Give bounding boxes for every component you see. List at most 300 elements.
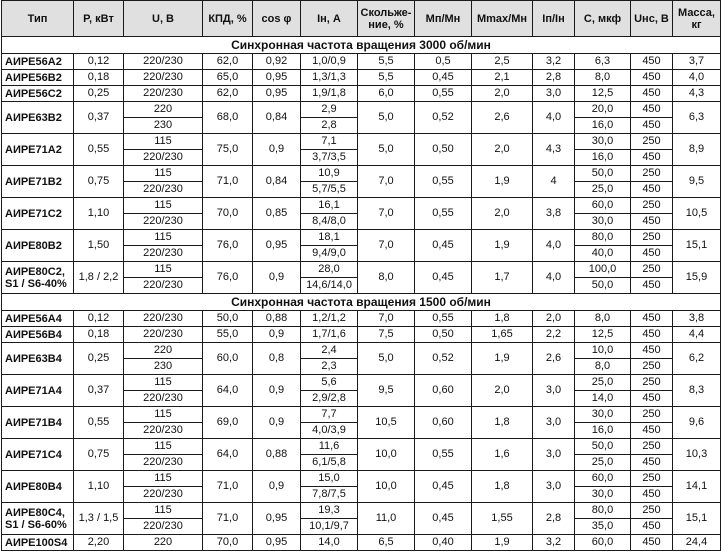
slip-cell: 10,0 xyxy=(358,471,415,503)
current-cell: 10,1/9,7 xyxy=(301,519,358,535)
current-cell: 8,4/8,0 xyxy=(301,214,358,230)
power-cell: 0,55 xyxy=(74,407,124,439)
start-torque-cell: 0,55 xyxy=(415,86,472,102)
max-torque-cell: 1,6 xyxy=(472,439,533,471)
efficiency-cell: 68,0 xyxy=(203,102,253,134)
table-row xyxy=(2,327,721,343)
current-cell: 9,4/9,0 xyxy=(301,246,358,262)
voltage-cell: 115 xyxy=(124,262,203,278)
column-header: P, кВт xyxy=(74,1,124,37)
mass-cell: 6,3 xyxy=(673,102,721,134)
capacitance-cell: 50,0 xyxy=(575,166,631,182)
mass-cell: 24,4 xyxy=(673,535,721,551)
voltage-cell: 230 xyxy=(124,359,203,375)
start-torque-cell: 0,55 xyxy=(415,311,472,327)
table-row xyxy=(2,134,721,150)
efficiency-cell: 64,0 xyxy=(203,375,253,407)
current-cell: 3,7/3,5 xyxy=(301,150,358,166)
start-current-ratio-cell: 4,0 xyxy=(533,230,575,262)
current-cell: 1,3/1,3 xyxy=(301,70,358,86)
motor-type: АИРЕ63В4 xyxy=(2,343,74,375)
current-cell: 7,7 xyxy=(301,407,358,423)
current-cell: 7,1 xyxy=(301,134,358,150)
efficiency-cell: 75,0 xyxy=(203,134,253,166)
capacitor-voltage-cell: 450 xyxy=(631,118,673,134)
current-cell: 2,8 xyxy=(301,118,358,134)
voltage-cell: 220/230 xyxy=(124,182,203,198)
slip-cell: 9,5 xyxy=(358,375,415,407)
cos-phi-cell: 0,92 xyxy=(253,54,301,70)
table-row xyxy=(2,375,721,391)
slip-cell: 8,0 xyxy=(358,262,415,294)
capacitor-voltage-cell: 250 xyxy=(631,375,673,391)
voltage-cell: 220/230 xyxy=(124,519,203,535)
capacitor-voltage-cell: 250 xyxy=(631,198,673,214)
power-cell: 1,10 xyxy=(74,198,124,230)
start-current-ratio-cell: 3,0 xyxy=(533,375,575,407)
max-torque-cell: 2,6 xyxy=(472,102,533,134)
capacitance-cell: 25,0 xyxy=(575,375,631,391)
start-current-ratio-cell: 4,0 xyxy=(533,262,575,294)
capacitor-voltage-cell: 250 xyxy=(631,359,673,375)
column-header: cos φ xyxy=(253,1,301,37)
voltage-cell: 115 xyxy=(124,134,203,150)
max-torque-cell: 1,9 xyxy=(472,230,533,262)
cos-phi-cell: 0,95 xyxy=(253,86,301,102)
capacitor-voltage-cell: 450 xyxy=(631,311,673,327)
start-current-ratio-cell: 2,2 xyxy=(533,327,575,343)
cos-phi-cell: 0,85 xyxy=(253,198,301,230)
capacitor-voltage-cell: 250 xyxy=(631,262,673,278)
table-row xyxy=(2,407,721,423)
start-torque-cell: 0,55 xyxy=(415,198,472,230)
slip-cell: 7,0 xyxy=(358,166,415,198)
section-row xyxy=(2,294,721,311)
slip-cell: 10,0 xyxy=(358,439,415,471)
current-cell: 11,6 xyxy=(301,439,358,455)
power-cell: 0,75 xyxy=(74,166,124,198)
table-row xyxy=(2,230,721,246)
current-cell: 6,1/5,8 xyxy=(301,455,358,471)
capacitance-cell: 30,0 xyxy=(575,487,631,503)
capacitance-cell: 25,0 xyxy=(575,182,631,198)
start-current-ratio-cell: 4,3 xyxy=(533,134,575,166)
start-torque-cell: 0,52 xyxy=(415,102,472,134)
column-header: Тип xyxy=(2,1,74,37)
slip-cell: 5,0 xyxy=(358,343,415,375)
mass-cell: 14,1 xyxy=(673,471,721,503)
slip-cell: 11,0 xyxy=(358,503,415,535)
start-current-ratio-cell: 3,0 xyxy=(533,86,575,102)
voltage-cell: 220/230 xyxy=(124,214,203,230)
current-cell: 7,8/7,5 xyxy=(301,487,358,503)
capacitance-cell: 25,0 xyxy=(575,455,631,471)
motor-spec-table xyxy=(1,0,721,551)
table-row xyxy=(2,439,721,455)
capacitance-cell: 16,0 xyxy=(575,423,631,439)
efficiency-cell: 71,0 xyxy=(203,166,253,198)
capacitance-cell: 35,0 xyxy=(575,519,631,535)
start-torque-cell: 0,50 xyxy=(415,134,472,166)
capacitance-cell: 100,0 xyxy=(575,262,631,278)
start-current-ratio-cell: 2,6 xyxy=(533,343,575,375)
max-torque-cell: 2,0 xyxy=(472,86,533,102)
current-cell: 1,9/1,8 xyxy=(301,86,358,102)
motor-type: АИРЕ56А2 xyxy=(2,54,74,70)
power-cell: 0,25 xyxy=(74,343,124,375)
start-torque-cell: 0,55 xyxy=(415,166,472,198)
mass-cell: 8,9 xyxy=(673,134,721,166)
mass-cell: 15,1 xyxy=(673,503,721,535)
mass-cell: 4,3 xyxy=(673,86,721,102)
voltage-cell: 115 xyxy=(124,503,203,519)
column-header: Мп/Мн xyxy=(415,1,472,37)
start-current-ratio-cell: 3,2 xyxy=(533,535,575,551)
section-title: Синхронная частота вращения 1500 об/мин xyxy=(2,294,721,311)
efficiency-cell: 60,0 xyxy=(203,343,253,375)
start-torque-cell: 0,40 xyxy=(415,535,472,551)
current-cell: 14,0 xyxy=(301,535,358,551)
motor-type: АИРЕ56С2 xyxy=(2,86,74,102)
capacitance-cell: 10,0 xyxy=(575,343,631,359)
voltage-cell: 115 xyxy=(124,439,203,455)
start-current-ratio-cell: 3,0 xyxy=(533,407,575,439)
table-row xyxy=(2,535,721,551)
motor-type: АИРЕ71В4 xyxy=(2,407,74,439)
capacitance-cell: 40,0 xyxy=(575,246,631,262)
voltage-cell: 230 xyxy=(124,118,203,134)
mass-cell: 8,3 xyxy=(673,375,721,407)
capacitance-cell: 6,3 xyxy=(575,54,631,70)
cos-phi-cell: 0,9 xyxy=(253,407,301,439)
current-cell: 2,9/2,8 xyxy=(301,391,358,407)
start-current-ratio-cell: 4 xyxy=(533,166,575,198)
efficiency-cell: 70,0 xyxy=(203,198,253,230)
start-torque-cell: 0,50 xyxy=(415,327,472,343)
cos-phi-cell: 0,8 xyxy=(253,343,301,375)
power-cell: 1,8 / 2,2 xyxy=(74,262,124,294)
column-header: КПД, % xyxy=(203,1,253,37)
motor-type: АИРЕ56В4 xyxy=(2,327,74,343)
voltage-cell: 220/230 xyxy=(124,311,203,327)
voltage-cell: 115 xyxy=(124,471,203,487)
capacitance-cell: 60,0 xyxy=(575,198,631,214)
cos-phi-cell: 0,84 xyxy=(253,166,301,198)
cos-phi-cell: 0,9 xyxy=(253,262,301,294)
efficiency-cell: 65,0 xyxy=(203,70,253,86)
current-cell: 1,0/0,9 xyxy=(301,54,358,70)
max-torque-cell: 1,8 xyxy=(472,471,533,503)
cos-phi-cell: 0,9 xyxy=(253,327,301,343)
capacitor-voltage-cell: 450 xyxy=(631,535,673,551)
capacitance-cell: 80,0 xyxy=(575,230,631,246)
capacitor-voltage-cell: 450 xyxy=(631,150,673,166)
capacitance-cell: 30,0 xyxy=(575,214,631,230)
power-cell: 1,50 xyxy=(74,230,124,262)
voltage-cell: 220/230 xyxy=(124,278,203,294)
cos-phi-cell: 0,9 xyxy=(253,375,301,407)
cos-phi-cell: 0,95 xyxy=(253,70,301,86)
current-cell: 2,9 xyxy=(301,102,358,118)
voltage-cell: 115 xyxy=(124,166,203,182)
start-torque-cell: 0,60 xyxy=(415,375,472,407)
capacitance-cell: 50,0 xyxy=(575,278,631,294)
max-torque-cell: 2,0 xyxy=(472,134,533,166)
motor-type: АИРЕ63В2 xyxy=(2,102,74,134)
efficiency-cell: 71,0 xyxy=(203,503,253,535)
voltage-cell: 220/230 xyxy=(124,327,203,343)
capacitance-cell: 60,0 xyxy=(575,471,631,487)
current-cell: 2,3 xyxy=(301,359,358,375)
capacitor-voltage-cell: 250 xyxy=(631,407,673,423)
mass-cell: 10,3 xyxy=(673,439,721,471)
slip-cell: 7,0 xyxy=(358,230,415,262)
power-cell: 2,20 xyxy=(74,535,124,551)
current-cell: 1,7/1,6 xyxy=(301,327,358,343)
voltage-cell: 220/230 xyxy=(124,487,203,503)
slip-cell: 6,0 xyxy=(358,86,415,102)
efficiency-cell: 64,0 xyxy=(203,439,253,471)
capacitor-voltage-cell: 450 xyxy=(631,214,673,230)
capacitor-voltage-cell: 450 xyxy=(631,519,673,535)
power-cell: 0,55 xyxy=(74,134,124,166)
table-body xyxy=(2,37,721,551)
voltage-cell: 220/230 xyxy=(124,86,203,102)
efficiency-cell: 62,0 xyxy=(203,54,253,70)
start-current-ratio-cell: 4,0 xyxy=(533,102,575,134)
mass-cell: 10,5 xyxy=(673,198,721,230)
table-row xyxy=(2,54,721,70)
current-cell: 5,7/5,5 xyxy=(301,182,358,198)
current-cell: 19,3 xyxy=(301,503,358,519)
motor-type: АИРЕ71А4 xyxy=(2,375,74,407)
max-torque-cell: 2,5 xyxy=(472,54,533,70)
section-title: Синхронная частота вращения 3000 об/мин xyxy=(2,37,721,54)
slip-cell: 5,5 xyxy=(358,70,415,86)
table-row xyxy=(2,198,721,214)
column-header: Mmax/Мн xyxy=(472,1,533,37)
capacitor-voltage-cell: 450 xyxy=(631,54,673,70)
voltage-cell: 220/230 xyxy=(124,391,203,407)
start-torque-cell: 0,45 xyxy=(415,70,472,86)
start-current-ratio-cell: 2,8 xyxy=(533,503,575,535)
column-header: Iп/Iн xyxy=(533,1,575,37)
current-cell: 14,6/14,0 xyxy=(301,278,358,294)
voltage-cell: 115 xyxy=(124,407,203,423)
table-row xyxy=(2,70,721,86)
capacitor-voltage-cell: 250 xyxy=(631,439,673,455)
current-cell: 1,2/1,2 xyxy=(301,311,358,327)
motor-type: АИРЕ71А2 xyxy=(2,134,74,166)
voltage-cell: 220/230 xyxy=(124,150,203,166)
slip-cell: 6,5 xyxy=(358,535,415,551)
capacitance-cell: 16,0 xyxy=(575,150,631,166)
capacitance-cell: 12,5 xyxy=(575,327,631,343)
capacitor-voltage-cell: 450 xyxy=(631,182,673,198)
column-header: Скольже-ние, % xyxy=(358,1,415,37)
capacitor-voltage-cell: 450 xyxy=(631,70,673,86)
voltage-cell: 220/230 xyxy=(124,54,203,70)
motor-type: АИРЕ71С2 xyxy=(2,198,74,230)
max-torque-cell: 1,65 xyxy=(472,327,533,343)
column-header: U, В xyxy=(124,1,203,37)
mass-cell: 9,5 xyxy=(673,166,721,198)
slip-cell: 10,5 xyxy=(358,407,415,439)
capacitor-voltage-cell: 450 xyxy=(631,246,673,262)
capacitance-cell: 30,0 xyxy=(575,407,631,423)
header-row xyxy=(2,1,721,37)
max-torque-cell: 1,9 xyxy=(472,166,533,198)
capacitor-voltage-cell: 250 xyxy=(631,503,673,519)
start-current-ratio-cell: 3,8 xyxy=(533,198,575,230)
slip-cell: 7,0 xyxy=(358,198,415,230)
motor-type: АИРЕ80В4 xyxy=(2,471,74,503)
cos-phi-cell: 0,9 xyxy=(253,471,301,503)
table-row xyxy=(2,503,721,519)
power-cell: 0,75 xyxy=(74,439,124,471)
slip-cell: 7,5 xyxy=(358,327,415,343)
max-torque-cell: 2,0 xyxy=(472,198,533,230)
voltage-cell: 115 xyxy=(124,198,203,214)
motor-type: АИРЕ71В2 xyxy=(2,166,74,198)
capacitor-voltage-cell: 450 xyxy=(631,391,673,407)
cos-phi-cell: 0,88 xyxy=(253,439,301,471)
efficiency-cell: 69,0 xyxy=(203,407,253,439)
power-cell: 1,10 xyxy=(74,471,124,503)
table-header xyxy=(2,1,721,37)
capacitor-voltage-cell: 450 xyxy=(631,423,673,439)
capacitor-voltage-cell: 250 xyxy=(631,230,673,246)
voltage-cell: 220/230 xyxy=(124,70,203,86)
column-header: Uнс, В xyxy=(631,1,673,37)
capacitance-cell: 30,0 xyxy=(575,134,631,150)
capacitance-cell: 14,0 xyxy=(575,391,631,407)
mass-cell: 15,9 xyxy=(673,262,721,294)
start-current-ratio-cell: 3,0 xyxy=(533,471,575,503)
voltage-cell: 220/230 xyxy=(124,455,203,471)
start-torque-cell: 0,60 xyxy=(415,407,472,439)
current-cell: 16,1 xyxy=(301,198,358,214)
mass-cell: 3,8 xyxy=(673,311,721,327)
table-row xyxy=(2,311,721,327)
capacitance-cell: 20,0 xyxy=(575,102,631,118)
power-cell: 0,37 xyxy=(74,102,124,134)
cos-phi-cell: 0,84 xyxy=(253,102,301,134)
current-cell: 10,9 xyxy=(301,166,358,182)
capacitance-cell: 16,0 xyxy=(575,118,631,134)
voltage-cell: 220 xyxy=(124,535,203,551)
mass-cell: 3,7 xyxy=(673,54,721,70)
capacitor-voltage-cell: 250 xyxy=(631,166,673,182)
current-cell: 28,0 xyxy=(301,262,358,278)
voltage-cell: 115 xyxy=(124,230,203,246)
capacitor-voltage-cell: 450 xyxy=(631,86,673,102)
slip-cell: 5,0 xyxy=(358,102,415,134)
voltage-cell: 220/230 xyxy=(124,423,203,439)
start-torque-cell: 0,45 xyxy=(415,230,472,262)
start-torque-cell: 0,5 xyxy=(415,54,472,70)
motor-type: АИРЕ71С4 xyxy=(2,439,74,471)
motor-type: АИРЕ80С2, S1 / S6-40% xyxy=(2,262,74,294)
power-cell: 0,37 xyxy=(74,375,124,407)
table-row xyxy=(2,262,721,278)
efficiency-cell: 70,0 xyxy=(203,535,253,551)
efficiency-cell: 76,0 xyxy=(203,262,253,294)
table-row xyxy=(2,166,721,182)
motor-type: АИРЕ56А4 xyxy=(2,311,74,327)
current-cell: 4,0/3,9 xyxy=(301,423,358,439)
column-header: Iн, А xyxy=(301,1,358,37)
efficiency-cell: 71,0 xyxy=(203,471,253,503)
capacitor-voltage-cell: 450 xyxy=(631,487,673,503)
column-header: С, мкф xyxy=(575,1,631,37)
capacitor-voltage-cell: 450 xyxy=(631,327,673,343)
capacitance-cell: 8,0 xyxy=(575,359,631,375)
efficiency-cell: 76,0 xyxy=(203,230,253,262)
current-cell: 18,1 xyxy=(301,230,358,246)
current-cell: 15,0 xyxy=(301,471,358,487)
efficiency-cell: 50,0 xyxy=(203,311,253,327)
power-cell: 0,18 xyxy=(74,327,124,343)
max-torque-cell: 2,1 xyxy=(472,70,533,86)
voltage-cell: 220 xyxy=(124,343,203,359)
capacitor-voltage-cell: 450 xyxy=(631,343,673,359)
capacitance-cell: 80,0 xyxy=(575,503,631,519)
table-row xyxy=(2,343,721,359)
voltage-cell: 115 xyxy=(124,375,203,391)
mass-cell: 4,0 xyxy=(673,70,721,86)
power-cell: 0,25 xyxy=(74,86,124,102)
cos-phi-cell: 0,88 xyxy=(253,311,301,327)
capacitance-cell: 12,5 xyxy=(575,86,631,102)
capacitor-voltage-cell: 450 xyxy=(631,278,673,294)
current-cell: 2,4 xyxy=(301,343,358,359)
voltage-cell: 220/230 xyxy=(124,246,203,262)
start-torque-cell: 0,45 xyxy=(415,471,472,503)
efficiency-cell: 55,0 xyxy=(203,327,253,343)
start-torque-cell: 0,45 xyxy=(415,262,472,294)
capacitance-cell: 8,0 xyxy=(575,311,631,327)
voltage-cell: 220 xyxy=(124,102,203,118)
section-row xyxy=(2,37,721,54)
mass-cell: 9,6 xyxy=(673,407,721,439)
cos-phi-cell: 0,95 xyxy=(253,230,301,262)
start-current-ratio-cell: 3,0 xyxy=(533,439,575,471)
efficiency-cell: 62,0 xyxy=(203,86,253,102)
power-cell: 0,18 xyxy=(74,70,124,86)
start-torque-cell: 0,55 xyxy=(415,439,472,471)
table-row xyxy=(2,86,721,102)
max-torque-cell: 1,8 xyxy=(472,407,533,439)
start-current-ratio-cell: 3,2 xyxy=(533,54,575,70)
max-torque-cell: 2,0 xyxy=(472,375,533,407)
power-cell: 1,3 / 1,5 xyxy=(74,503,124,535)
motor-type: АИРЕ80В2 xyxy=(2,230,74,262)
capacitance-cell: 50,0 xyxy=(575,439,631,455)
capacitor-voltage-cell: 450 xyxy=(631,455,673,471)
max-torque-cell: 1,8 xyxy=(472,311,533,327)
start-torque-cell: 0,52 xyxy=(415,343,472,375)
cos-phi-cell: 0,95 xyxy=(253,535,301,551)
max-torque-cell: 1,55 xyxy=(472,503,533,535)
table-row xyxy=(2,471,721,487)
column-header: Масса, кг xyxy=(673,1,721,37)
power-cell: 0,12 xyxy=(74,54,124,70)
cos-phi-cell: 0,9 xyxy=(253,134,301,166)
motor-type: АИРЕ100S4 xyxy=(2,535,74,551)
cos-phi-cell: 0,95 xyxy=(253,503,301,535)
start-current-ratio-cell: 2,8 xyxy=(533,70,575,86)
